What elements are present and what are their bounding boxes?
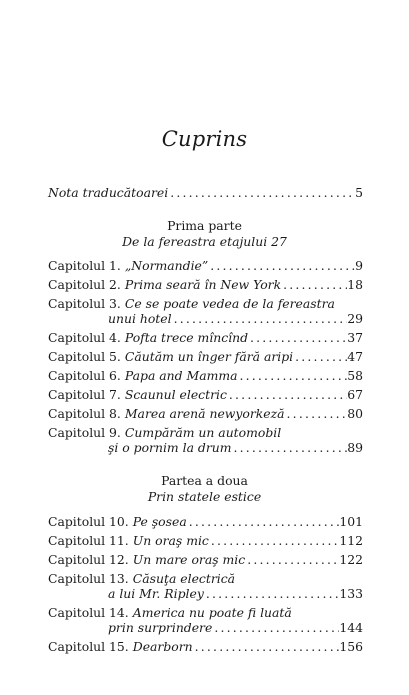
chapter-label: Capitolul 8.	[48, 406, 121, 421]
chapter-label: Capitolul 4.	[48, 330, 121, 345]
chapter-title: Marea arenă newyorkeză	[124, 406, 285, 421]
dot-leader	[168, 185, 355, 200]
part-subtitle: De la fereastra etajului 27	[122, 234, 287, 249]
chapter-page: 112	[339, 533, 363, 548]
chapter-label: Capitolul 13.	[48, 571, 129, 586]
toc-entry-continuation	[108, 586, 363, 605]
chapter-page: 144	[339, 620, 363, 635]
chapter-title-cont: prin surprindere	[108, 620, 213, 635]
chapter-title: Ce se poate vedea de la fereastra	[124, 296, 335, 311]
toc-entry-continuation	[108, 620, 363, 639]
chapter-title: Prima seară în New York	[124, 277, 282, 292]
chapter-title-cont: şi o pornim la drum	[108, 440, 232, 455]
chapter-label: Capitolul 3.	[48, 296, 121, 311]
chapter-title: Căsuţa electrică	[132, 571, 236, 586]
chapter-label: Capitolul 11.	[48, 533, 129, 548]
toc-entry	[48, 552, 363, 571]
chapter-title: Un oraş mic	[132, 533, 209, 548]
toc-entry	[48, 277, 363, 296]
toc-entry	[48, 514, 363, 533]
chapter-label: Capitolul 12.	[48, 552, 129, 567]
chapter-page: 18	[347, 277, 363, 292]
chapter-page: 122	[339, 552, 363, 567]
chapter-label: Capitolul 7.	[48, 387, 121, 402]
toc-entry	[48, 330, 363, 349]
chapter-page: 58	[347, 368, 363, 383]
toc-entry	[48, 639, 363, 658]
chapter-page: 101	[339, 514, 363, 529]
toc-entry-continuation	[108, 440, 363, 459]
dot-leader	[227, 387, 347, 402]
dot-leader	[209, 533, 339, 548]
chapter-title: America nu poate fi luată	[132, 605, 292, 620]
toc-entry	[48, 258, 363, 277]
chapter-label: Capitolul 6.	[48, 368, 121, 383]
part-subtitle: Prin statele estice	[147, 489, 262, 504]
dot-leader	[293, 349, 347, 364]
chapter-label: Capitolul 2.	[48, 277, 121, 292]
dot-leader	[281, 277, 347, 292]
dot-leader	[172, 311, 348, 326]
chapter-label: Capitolul 15.	[48, 639, 129, 654]
chapter-label: Capitolul 10.	[48, 514, 129, 529]
toc-entry	[48, 533, 363, 552]
dot-leader	[238, 368, 348, 383]
chapter-page: 133	[339, 586, 363, 601]
page-title: Cuprins	[161, 127, 248, 151]
dot-leader	[208, 258, 355, 273]
chapter-title: Dearborn	[132, 639, 193, 654]
dot-leader	[231, 440, 347, 455]
toc-entry-note	[48, 185, 363, 204]
chapter-page: 67	[347, 387, 363, 402]
toc-entry-title: Nota traducătoarei	[48, 185, 169, 200]
chapter-page: 156	[339, 639, 363, 654]
part-heading: Prima parte	[167, 218, 242, 233]
chapter-title: Un mare oraş mic	[132, 552, 246, 567]
chapter-title: Scaunul electric	[124, 387, 227, 402]
chapter-page: 89	[347, 440, 363, 455]
dot-leader	[193, 639, 340, 654]
chapter-title-cont: unui hotel	[108, 311, 172, 326]
chapter-page: 9	[355, 258, 363, 273]
part-heading: Partea a doua	[161, 473, 248, 488]
chapter-label: Capitolul 1.	[48, 258, 121, 273]
dot-leader	[212, 620, 339, 635]
chapter-page: 29	[347, 311, 363, 326]
dot-leader	[204, 586, 340, 601]
chapter-title-cont: a lui Mr. Ripley	[108, 586, 204, 601]
chapter-page: 37	[347, 330, 363, 345]
chapter-title: Papa and Mamma	[124, 368, 238, 383]
chapter-page: 80	[347, 406, 363, 421]
chapter-label: Capitolul 14.	[48, 605, 129, 620]
chapter-label: Capitolul 9.	[48, 425, 121, 440]
chapter-title: „Normandie”	[124, 258, 209, 273]
chapter-title: Pe şosea	[132, 514, 187, 529]
chapter-title: Cumpărăm un automobil	[124, 425, 282, 440]
toc-entry	[48, 387, 363, 406]
toc-entry	[48, 406, 363, 425]
toc-entry	[48, 368, 363, 387]
chapter-label: Capitolul 5.	[48, 349, 121, 364]
toc-entry-continuation	[108, 311, 363, 330]
dot-leader	[187, 514, 340, 529]
toc-entry-page: 5	[355, 185, 363, 200]
dot-leader	[285, 406, 348, 421]
chapter-title: Căutăm un înger fără aripi	[124, 349, 294, 364]
dot-leader	[245, 552, 339, 567]
chapter-page: 47	[347, 349, 363, 364]
dot-leader	[248, 330, 347, 345]
toc-entry	[48, 349, 363, 368]
chapter-title: Pofta trece mîncînd	[124, 330, 249, 345]
